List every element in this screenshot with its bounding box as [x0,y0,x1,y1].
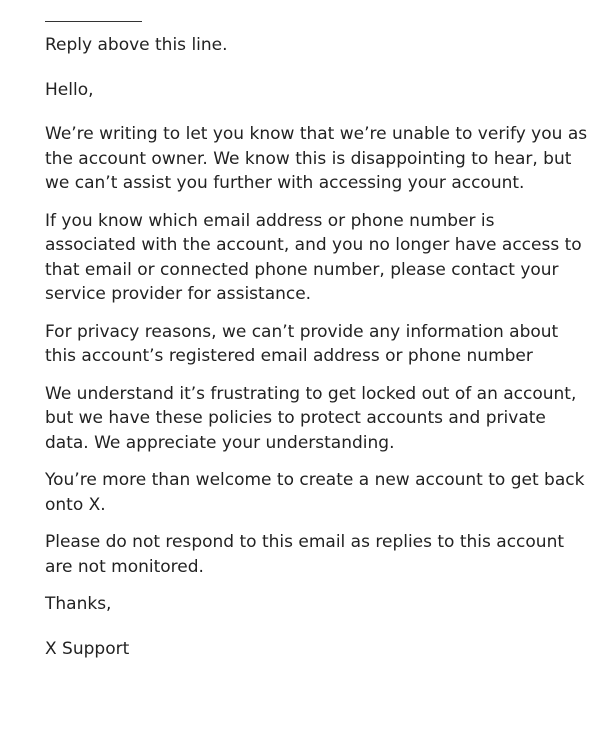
paragraph-policies: We understand it’s frustrating to get locked out of an account, but we have these policies to protect accounts and private data. We appreciate your understanding. [45,383,577,453]
signature: X Support [45,638,130,659]
email-body [45,8,590,674]
paragraph-new-account: You’re more than welcome to create a new account to get back onto X. [45,470,585,515]
closing: Thanks, [45,594,112,614]
paragraph-privacy: For privacy reasons, we can’t provide any information about this account’s registered email address or phone number [45,321,559,366]
paragraph-unable-to-verify: We’re writing to let you know that we’re unable to verify you as the account owner. We know this is disappointing to hear, but we can’t assist you further with accessing your account. [45,124,588,193]
paragraph-do-not-respond: Please do not respond to this email as replies to this account are not monitored. [45,532,565,577]
reply-divider [45,8,590,22]
paragraph-contact-provider: If you know which email address or phone number is associated with the account, and you no longer have access to that email or connected phone number, please contact your service provider for assistance. [45,210,582,304]
greeting: Hello, [45,79,94,100]
reply-marker: Reply above this line. [45,35,228,55]
